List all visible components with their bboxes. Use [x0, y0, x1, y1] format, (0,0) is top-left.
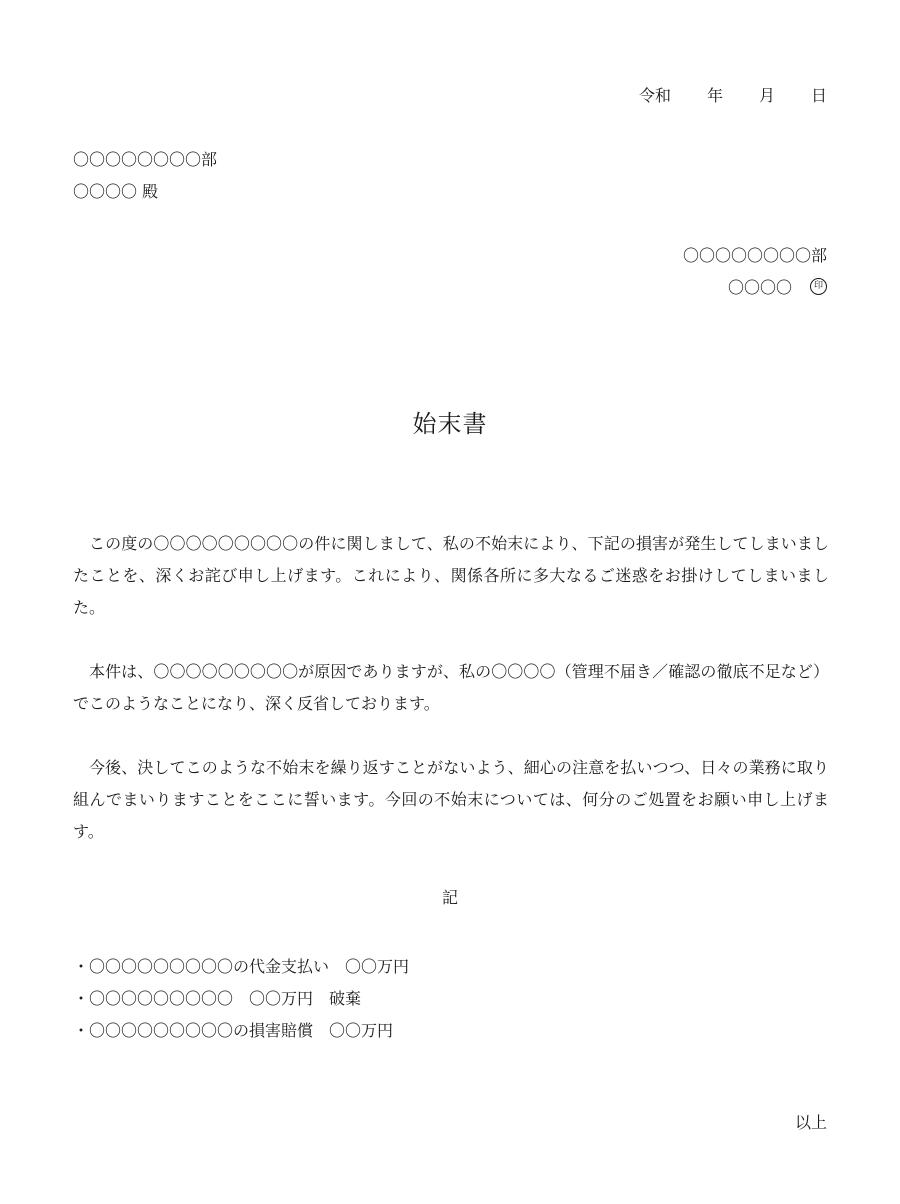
date-month-unit: 月	[758, 86, 775, 105]
sender-department: 〇〇〇〇〇〇〇〇部	[682, 246, 827, 265]
document-title: 始末書	[412, 410, 488, 438]
item-list	[73, 951, 409, 1047]
list-item: ・〇〇〇〇〇〇〇〇〇の損害賠償 〇〇万円	[73, 1021, 394, 1040]
list-item: ・〇〇〇〇〇〇〇〇〇 〇〇万円 破棄	[73, 989, 362, 1008]
recipient-department: 〇〇〇〇〇〇〇〇部	[73, 150, 218, 169]
sender-line	[728, 278, 827, 298]
date-year-unit: 年	[706, 86, 723, 105]
date-era: 令和	[638, 86, 671, 105]
list-item: ・〇〇〇〇〇〇〇〇〇の代金支払い 〇〇万円	[73, 957, 410, 976]
body-paragraph-1: この度の〇〇〇〇〇〇〇〇〇の件に関しまして、私の不始末により、下記の損害が発生してしまいましたことを、深くお詫び申し上げます。これにより、関係各所に多大なるご迷惑をお掛けしてしまいました。	[73, 534, 829, 617]
seal-icon: 印	[810, 278, 827, 295]
body-paragraph-2: 本件は、〇〇〇〇〇〇〇〇〇が原因でありますが、私の〇〇〇〇（管理不届き／確認の徹底不足など）でこのようなことになり、深く反省しております。	[73, 662, 829, 713]
body-paragraph-3: 今後、決してこのような不始末を繰り返すことがないよう、細心の注意を払いつつ、日々の業務に取り組んでまいりますことをここに誓います。今回の不始末については、何分のご処置をお願い申し上げます。	[73, 758, 829, 841]
ki-heading: 記	[441, 888, 458, 907]
sender-name: 〇〇〇〇	[727, 278, 792, 297]
closing-text: 以上	[794, 1113, 827, 1132]
date-line	[639, 86, 827, 106]
recipient-name: 〇〇〇〇 殿	[73, 182, 159, 201]
date-day-unit: 日	[810, 86, 827, 105]
